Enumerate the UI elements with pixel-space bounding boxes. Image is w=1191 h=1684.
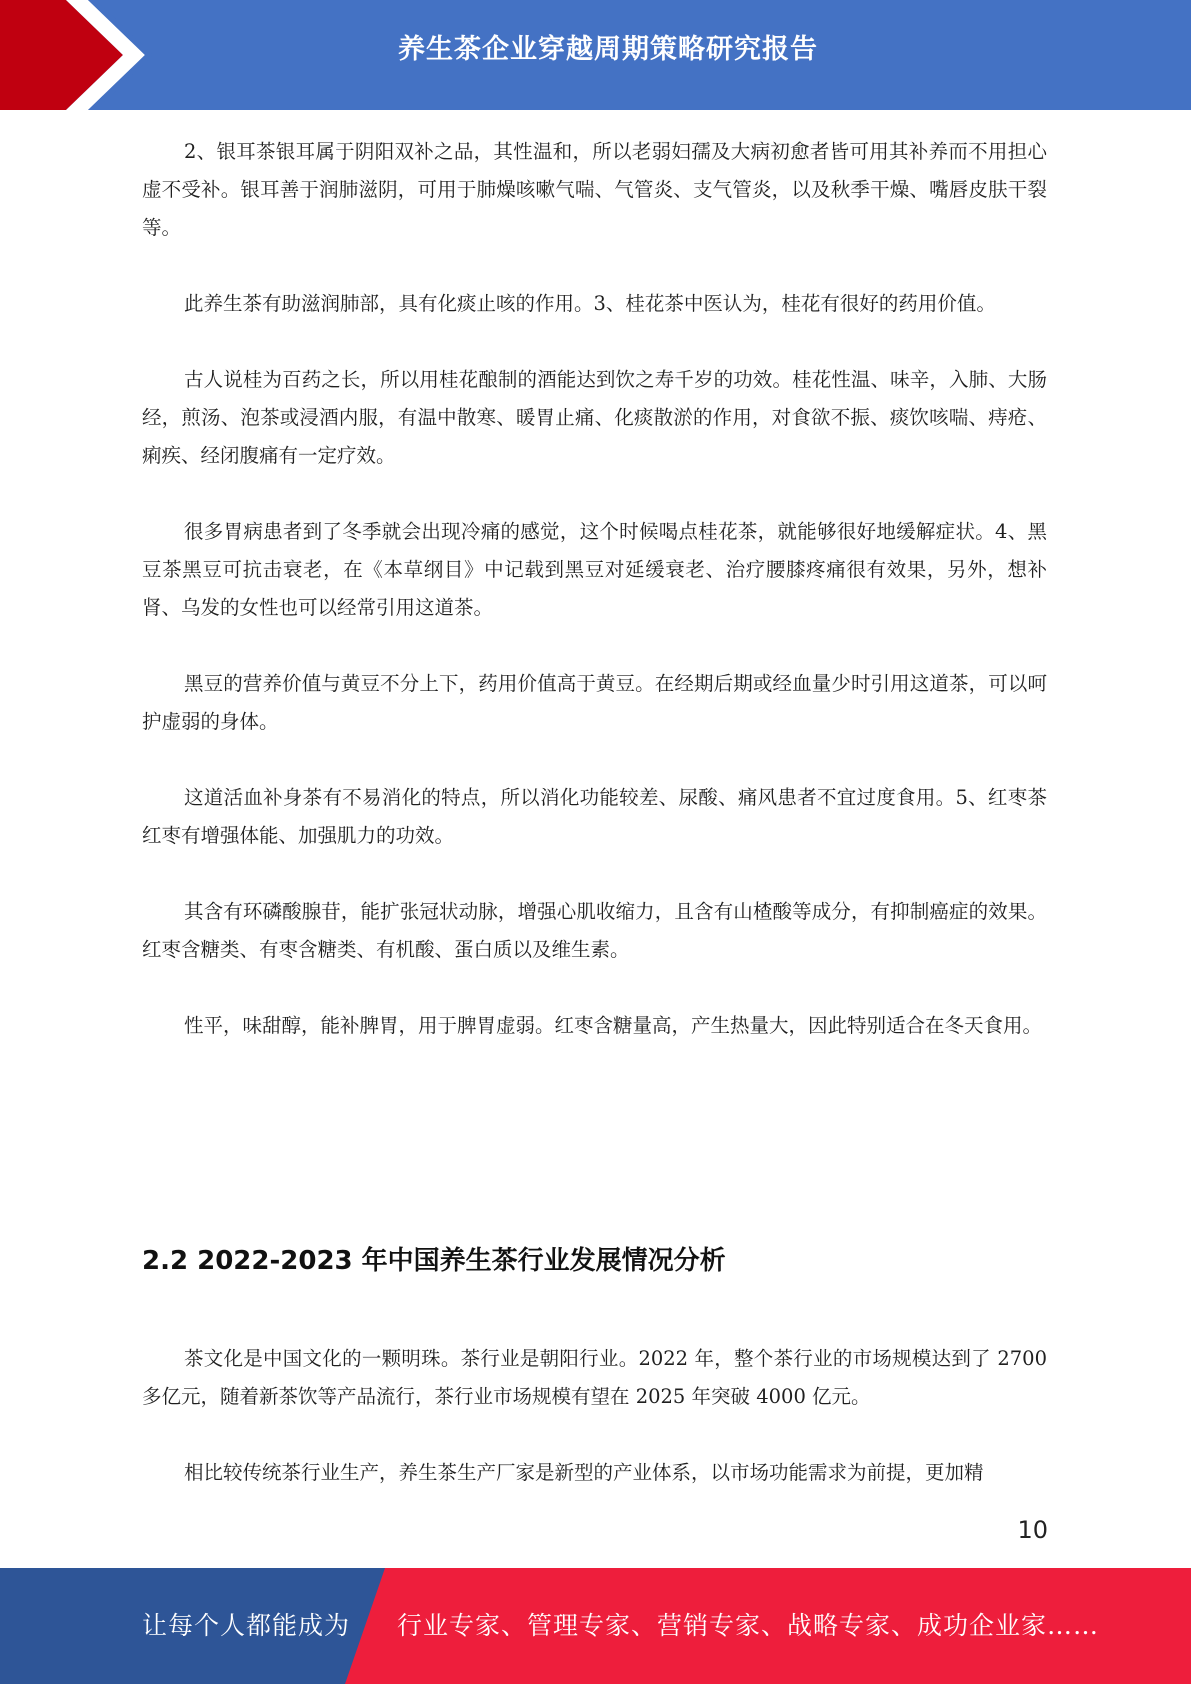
page-header — [0, 0, 1191, 110]
page-number: 10 — [1017, 1516, 1048, 1544]
paragraph: 2、银耳茶银耳属于阴阳双补之品，其性温和，所以老弱妇孺及大病初愈者皆可用其补养而不用担心虚不受补。银耳善于润肺滋阴，可用于肺燥咳嗽气喘、气管炎、支气管炎，以及秋季干燥、嘴唇皮肤干裂等。 — [142, 140, 1047, 239]
paragraph: 相比较传统茶行业生产，养生茶生产厂家是新型的产业体系，以市场功能需求为前提，更加精 — [184, 1461, 984, 1484]
report-title: 养生茶企业穿越周期策略研究报告 — [398, 34, 818, 65]
section-heading: 2.2 2022-2023 年中国养生茶行业发展情况分析 — [142, 1246, 726, 1276]
paragraph: 其含有环磷酸腺苷，能扩张冠状动脉，增强心肌收缩力，且含有山楂酸等成分，有抑制癌症的效果。红枣含糖类、有枣含糖类、有机酸、蛋白质以及维生素。 — [142, 900, 1047, 961]
page-footer — [0, 1568, 1191, 1684]
paragraph: 古人说桂为百药之长，所以用桂花酿制的酒能达到饮之寿千岁的功效。桂花性温、味辛，入肺、大肠经，煎汤、泡茶或浸酒内服，有温中散寒、暖胃止痛、化痰散淤的作用，对食欲不振、痰饮咳喘、痔疮、痢疾、经闭腹痛有一定疗效。 — [142, 368, 1047, 467]
paragraph: 此养生茶有助滋润肺部，具有化痰止咳的作用。3、桂花茶中医认为，桂花有很好的药用价值。 — [184, 292, 996, 315]
paragraph: 黑豆的营养价值与黄豆不分上下，药用价值高于黄豆。在经期后期或经血量少时引用这道茶，可以呵护虚弱的身体。 — [142, 672, 1047, 733]
section-content — [142, 1340, 1047, 1530]
footer-slogan-left: 让每个人都能成为 — [142, 1611, 351, 1640]
footer-slogan-right: 行业专家、管理专家、营销专家、战略专家、成功企业家…… — [397, 1611, 1100, 1640]
body-content — [142, 133, 1047, 1083]
paragraph: 性平，味甜醇，能补脾胃，用于脾胃虚弱。红枣含糖量高，产生热量大，因此特别适合在冬天食用。 — [184, 1014, 1043, 1037]
paragraph: 这道活血补身茶有不易消化的特点，所以消化功能较差、尿酸、痛风患者不宜过度食用。5、红枣茶红枣有增强体能、加强肌力的功效。 — [142, 786, 1047, 847]
paragraph: 很多胃病患者到了冬季就会出现冷痛的感觉，这个时候喝点桂花茶，就能够很好地缓解症状。4、黑豆茶黑豆可抗击衰老，在《本草纲目》中记载到黑豆对延缓衰老、治疗腰膝疼痛很有效果，另外，想补肾、乌发的女性也可以经常引用这道茶。 — [142, 520, 1047, 619]
paragraph: 茶文化是中国文化的一颗明珠。茶行业是朝阳行业。2022 年，整个茶行业的市场规模达到了 2700 多亿元，随着新茶饮等产品流行，茶行业市场规模有望在 2025 年突破 4000 亿元。 — [142, 1347, 1047, 1408]
